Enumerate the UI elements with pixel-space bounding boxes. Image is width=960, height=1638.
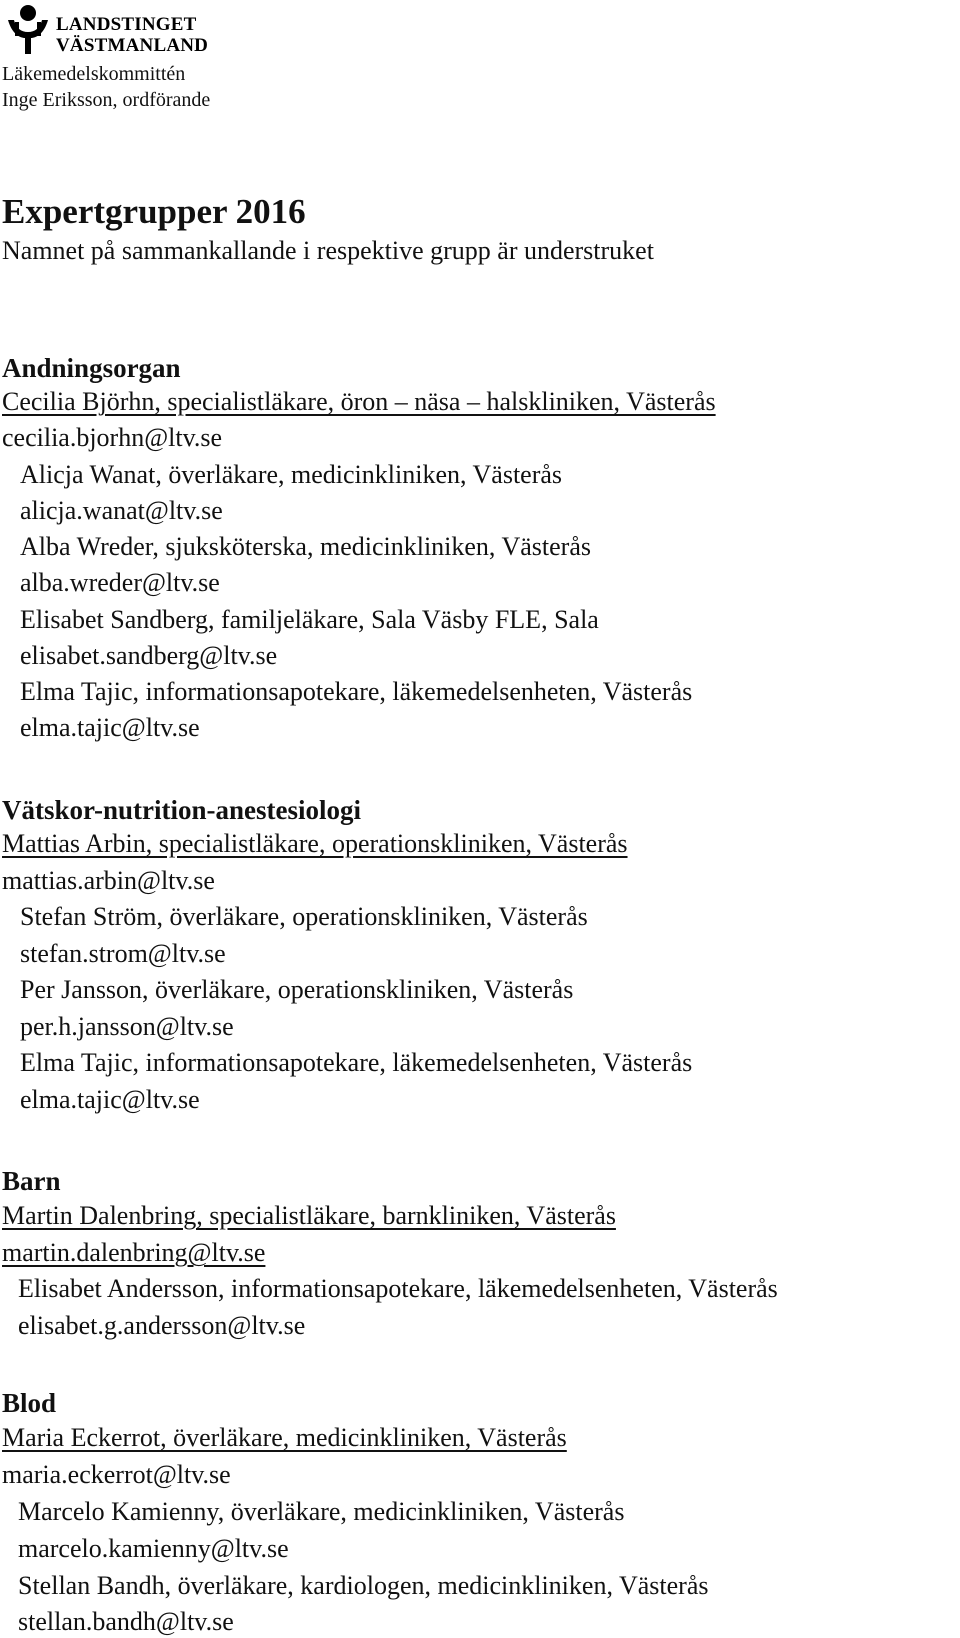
organization-logo	[6, 4, 208, 56]
member-entry: Per Jansson, överläkare, operationskliniken, Västerås	[20, 975, 574, 1004]
member-email[interactable]: stefan.strom@ltv.se	[20, 939, 226, 968]
member-entry: Elma Tajic, informationsapotekare, läkemedelsenheten, Västerås	[20, 1048, 693, 1077]
member-email[interactable]: per.h.jansson@ltv.se	[20, 1012, 234, 1041]
member-entry: Elma Tajic, informationsapotekare, läkemedelsenheten, Västerås	[20, 677, 693, 706]
member-entry: Stefan Ström, överläkare, operationskliniken, Västerås	[20, 902, 588, 931]
section-heading-andningsorgan: Andningsorgan	[2, 353, 181, 383]
section-heading-barn: Barn	[2, 1166, 61, 1196]
committee-name: Läkemedelskommittén	[2, 63, 186, 85]
member-convener: Cecilia Björhn, specialistläkare, öron – näsa – halskliniken, Västerås	[2, 387, 716, 416]
member-email[interactable]: martin.dalenbring@ltv.se	[2, 1238, 266, 1267]
member-email[interactable]: elisabet.sandberg@ltv.se	[20, 641, 278, 670]
member-email[interactable]: elisabet.g.andersson@ltv.se	[18, 1311, 306, 1340]
member-email[interactable]: marcelo.kamienny@ltv.se	[18, 1534, 289, 1563]
committee-chair: Inge Eriksson, ordförande	[2, 89, 211, 111]
member-email[interactable]: mattias.arbin@ltv.se	[2, 866, 215, 895]
member-entry: Stellan Bandh, överläkare, kardiologen, medicinkliniken, Västerås	[18, 1571, 709, 1600]
member-email[interactable]: maria.eckerrot@ltv.se	[2, 1460, 231, 1489]
member-entry: Elisabet Sandberg, familjeläkare, Sala Väsby FLE, Sala	[20, 605, 599, 634]
member-email[interactable]: elma.tajic@ltv.se	[20, 1085, 200, 1114]
logo-line-1: LANDSTINGET	[56, 14, 197, 35]
section-heading-vatskor: Vätskor-nutrition-anestesiologi	[2, 795, 361, 825]
section-heading-blod: Blod	[2, 1388, 57, 1418]
member-email[interactable]: alicja.wanat@ltv.se	[20, 496, 223, 525]
logo-line-2: VÄSTMANLAND	[56, 35, 209, 56]
page-subtitle: Namnet på sammankallande i respektive grupp är understruket	[2, 236, 654, 265]
member-email[interactable]: cecilia.bjorhn@ltv.se	[2, 423, 223, 452]
member-email[interactable]: alba.wreder@ltv.se	[20, 568, 220, 597]
member-convener: Maria Eckerrot, överläkare, medicinkliniken, Västerås	[2, 1423, 567, 1452]
member-convener: Mattias Arbin, specialistläkare, operationskliniken, Västerås	[2, 829, 628, 858]
member-convener: Martin Dalenbring, specialistläkare, barnkliniken, Västerås	[2, 1201, 616, 1230]
member-entry: Marcelo Kamienny, överläkare, medicinkliniken, Västerås	[18, 1497, 625, 1526]
logo-wordmark	[56, 14, 208, 56]
member-email[interactable]: elma.tajic@ltv.se	[20, 713, 200, 742]
member-entry: Elisabet Andersson, informationsapotekare, läkemedelsenheten, Västerås	[18, 1274, 778, 1303]
member-entry: Alba Wreder, sjuksköterska, medicinkliniken, Västerås	[20, 532, 591, 561]
page-title: Expertgrupper 2016	[2, 192, 306, 231]
landstinget-emblem-icon	[6, 4, 50, 54]
member-entry: Alicja Wanat, överläkare, medicinkliniken, Västerås	[20, 460, 563, 489]
member-email[interactable]: stellan.bandh@ltv.se	[18, 1607, 234, 1636]
